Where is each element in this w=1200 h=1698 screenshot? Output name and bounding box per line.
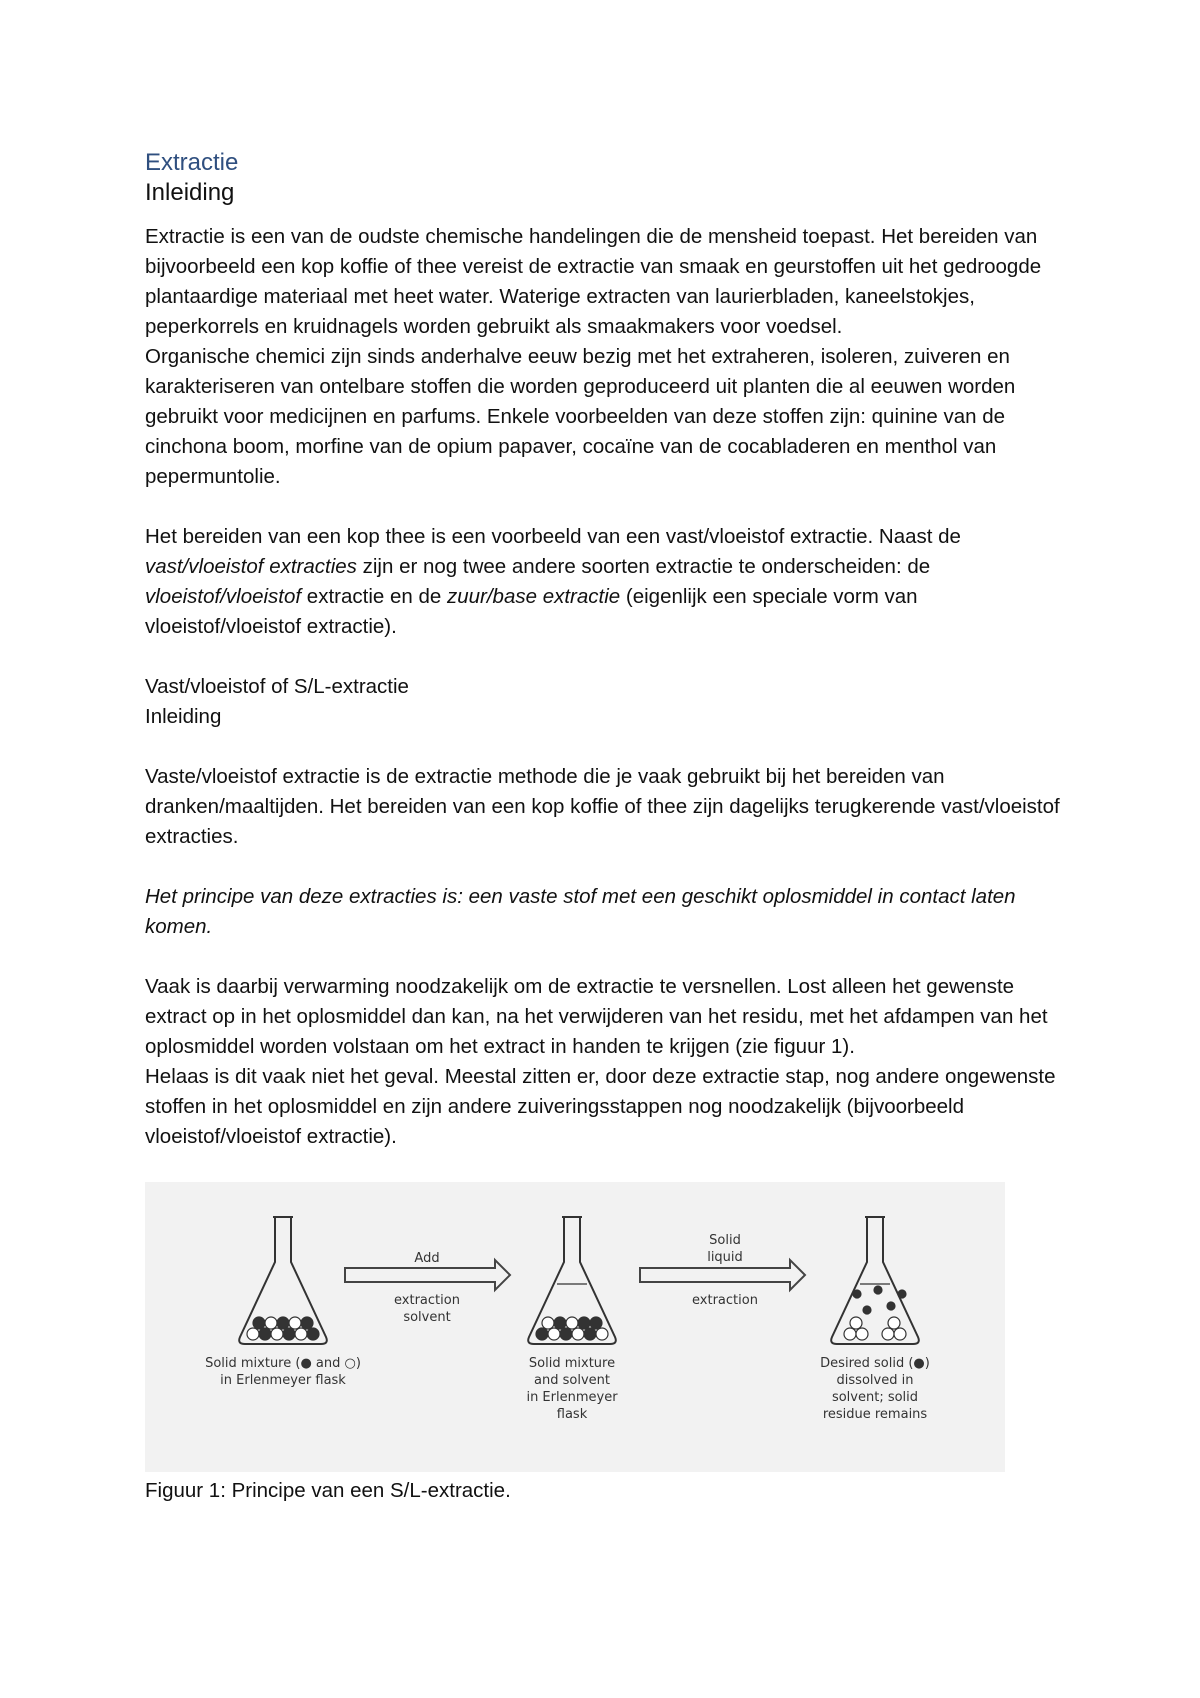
section-subheading: Inleiding [145,705,222,728]
arrow1-bottom-label: extraction [394,1293,460,1308]
paragraph-impurities: Helaas is dit vaak niet het geval. Meestal zitten er, door deze extractie stap, nog andere ongewenste stoffen in het oplosmiddel en zijn andere zuiveringsstappen nog noodzakelijk (bijvoorbeeld vloeistof/vloeistof extractie). [145,1065,1056,1148]
flask3-label-line: Desired solid (●) [820,1356,930,1371]
paragraph-organic-chemists: Organische chemici zijn sinds anderhalve eeuw bezig met het extraheren, isoleren, zuiveren en karakteriseren van ontelbare stoffen die worden geproduceerd uit planten die al eeuwen worden gebruikt voor medicijnen en parfums. Enkele voorbeelden van deze stoffen zijn: quinine van de cinchona boom, morfine van de opium papaver, cocaïne van de cocabladeren en menthol van pepermuntolie. [145,345,1016,488]
document-subtitle: Inleiding [145,179,235,206]
paragraph-intro: Extractie is een van de oudste chemische handelingen die de mensheid toepast. Het bereiden van bijvoorbeeld een kop koffie of thee vereist de extractie van smaak en geurstoffen uit het gedroogde plantaardige materiaal met heet water. Waterige extracten van laurierbladen, kaneelstokjes, peperkorrels en kruidnagels worden gebruikt als smaakmakers voor voedsel. [145,225,1042,338]
italic-principle: Het principe van deze extracties is: een vaste stof met een geschikt oplosmiddel in contact laten komen. [145,885,1016,938]
flask1-label-line: Solid mixture (● and ○) [205,1356,361,1371]
document-content [145,140,1075,1506]
section-heading: Vast/vloeistof of S/L-extractie [145,675,409,698]
italic-term: zuur/base extractie [446,585,621,608]
document-title: Extractie [145,149,239,176]
flask2-label-line: flask [556,1407,588,1422]
paragraph-principle [145,882,1075,942]
arrow1-top-label: Add [414,1251,440,1266]
text-span: extractie en de [301,585,447,608]
figure-caption: Figuur 1: Principe van een S/L-extractie. [145,1479,511,1502]
flask2-label-line: and solvent [534,1373,610,1388]
dissolved-particles-icon [844,1286,906,1340]
text-span: zijn er nog twee andere soorten extractie te onderscheiden: de [356,555,931,578]
paragraph-sl-extraction: Vaste/vloeistof extractie is de extractie methode die je vaak gebruikt bij het bereiden van dranken/maaltijden. Het bereiden van een kop koffie of thee zijn dagelijks terugkerende vast/vloeistof extracties. [145,765,1060,848]
flask3-label-line: dissolved in [836,1373,914,1388]
text-span: Het bereiden van een kop thee is een voorbeeld van een vast/vloeistof extractie. Naast de [145,525,961,548]
flask3-label-line: solvent; solid [831,1390,919,1405]
arrow1-bottom-label: solvent [403,1310,451,1325]
italic-term: vast/vloeistof extracties [145,555,357,578]
arrow2-top-label: liquid [707,1250,743,1265]
figure-diagram [145,1182,1005,1472]
figure-sl-extraction [145,1182,1005,1472]
solid-mixture-particles-icon [536,1317,608,1340]
paragraph-heating: Vaak is daarbij verwarming noodzakelijk om de extractie te versnellen. Lost alleen het gewenste extract op in het oplosmiddel dan kan, na het verwijderen van het residu, met het afdampen van het oplosmiddel worden volstaan om het extract in handen te krijgen (zie figuur 1). [145,975,1048,1058]
flask1-label-line: in Erlenmeyer flask [220,1373,346,1388]
solid-mixture-particles-icon [247,1317,319,1340]
flask2-label-line: in Erlenmeyer [526,1390,618,1405]
flask-icon [831,1217,919,1344]
arrow2-top-label: Solid [709,1233,741,1248]
italic-term: vloeistof/vloeistof [145,585,302,608]
flask2-label-line: Solid mixture [528,1356,616,1371]
arrow2-bottom-label: extraction [692,1293,758,1308]
paragraph-extraction-types [145,522,1075,642]
text-span: (eigenlijk een speciale vorm van vloeistof/vloeistof extractie). [145,585,918,638]
flask3-label-line: residue remains [822,1407,928,1422]
